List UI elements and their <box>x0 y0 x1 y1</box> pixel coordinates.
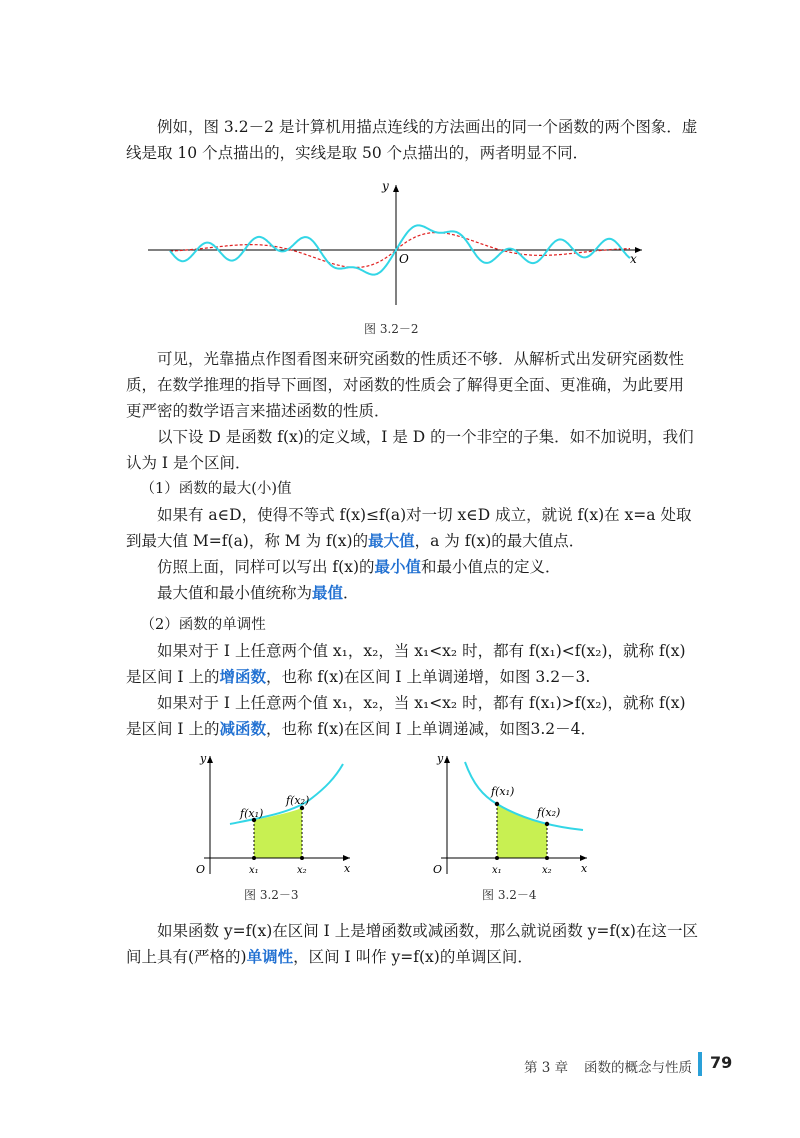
text: 如果有 a∈D，使得不等式 f(x)≤f(a)对一切 x∈D 成立，就说 f(x)在 x=a 处取到最大值 M=f(a)，称 M 为 f(x)的 <box>126 506 692 550</box>
paragraph-monotonicity-def <box>126 918 698 970</box>
text: 最大值和最小值统称为 <box>157 584 313 602</box>
y-axis-label: y <box>437 752 444 765</box>
y-axis-label: y <box>200 752 207 765</box>
label-fx2: f(x₂) <box>537 806 561 819</box>
text: ，a 为 f(x)的最大值点． <box>414 532 585 550</box>
origin-label: O <box>433 863 443 876</box>
text: 如果对于 I 上任意两个值 x₁，x₂，当 x₁<x₂ 时，都有 f(x₁)>f(x₂)，就称 f(x)是区间 I 上的 <box>126 694 686 738</box>
text: ． <box>343 584 359 602</box>
label-fx2: f(x₂) <box>286 794 310 807</box>
heading-max-min: （1）函数的最大(小)值 <box>140 481 292 497</box>
text: ，区间 I 叫作 y=f(x)的单调区间． <box>293 948 533 966</box>
paragraph-min-definition <box>126 554 698 580</box>
x-axis-label: x <box>630 252 637 266</box>
text: 如果对于 I 上任意两个值 x₁，x₂，当 x₁<x₂ 时，都有 f(x₁)<f(x₂)，就称 f(x)是区间 I 上的 <box>126 642 686 686</box>
point-fx2 <box>545 822 549 826</box>
text: ，也称 f(x)在区间 I 上单调递增，如图 3.2－3. <box>266 668 591 686</box>
origin-label: O <box>399 252 409 266</box>
paragraph-analysis: 可见，光靠描点作图看图来研究函数的性质还不够．从解析式出发研究函数性质，在数学推理的指导下画图，对函数的性质会了解得更全面、更准确，为此要用更严密的数学语言来描述函数的性质． <box>126 350 685 420</box>
heading-monotonicity: （2）函数的单调性 <box>140 617 266 633</box>
term-maximum: 最大值 <box>368 532 415 550</box>
tick-x1 <box>495 856 499 860</box>
tick-x2 <box>300 856 304 860</box>
figure-3-2-4-caption: 图 3.2－4 <box>482 888 537 902</box>
footer-bar <box>698 1052 702 1076</box>
term-increasing-function: 增函数 <box>219 668 266 686</box>
paragraph-extrema <box>126 580 698 606</box>
figure-3-2-3-caption: 图 3.2－3 <box>244 888 299 902</box>
label-fx1: f(x₁) <box>491 785 515 798</box>
term-decreasing-function: 减函数 <box>219 720 266 738</box>
term-monotonicity: 单调性 <box>246 948 294 966</box>
footer-chapter: 第 3 章 <box>524 1060 569 1076</box>
tick-x1 <box>252 856 256 860</box>
tick-x2 <box>545 856 549 860</box>
x-axis-label: x <box>581 862 588 875</box>
text: 仿照上面，同样可以写出 f(x)的 <box>157 558 375 576</box>
label-x2: x₂ <box>297 865 307 876</box>
paragraph-max-definition <box>126 502 698 554</box>
figure-3-2-2 <box>140 175 660 315</box>
term-minimum: 最小值 <box>374 558 422 576</box>
label-fx1: f(x₁) <box>240 807 264 820</box>
label-x2: x₂ <box>542 865 552 876</box>
text: 和最小值点的定义． <box>421 558 561 576</box>
page-number: 79 <box>710 1053 733 1072</box>
figure-3-2-3 <box>190 750 360 882</box>
x-axis-label: x <box>344 862 351 875</box>
paragraph-decreasing <box>126 690 698 742</box>
text: ，也称 f(x)在区间 I 上单调递减，如图3.2－4． <box>266 720 596 738</box>
y-axis-label: y <box>382 179 389 193</box>
figure-3-2-4 <box>427 750 597 882</box>
paragraph-increasing <box>126 638 698 690</box>
origin-label: O <box>196 863 206 876</box>
label-x1: x₁ <box>249 865 259 876</box>
paragraph-domain: 以下设 D 是函数 f(x)的定义域，I 是 D 的一个非空的子集．如不加说明，我们认为 I 是个区间． <box>126 428 694 472</box>
point-fx1 <box>495 802 499 806</box>
paragraph-intro: 例如，图 3.2－2 是计算机用描点连线的方法画出的同一个函数的两个图象．虚线是取 10 个点描出的，实线是取 50 个点描出的，两者明显不同． <box>126 118 698 162</box>
figure-3-2-2-caption: 图 3.2－2 <box>364 322 419 336</box>
text: 如果函数 y=f(x)在区间 I 上是增函数或减函数，那么就说函数 y=f(x)在这一区间上具有(严格的) <box>126 922 698 966</box>
term-extrema: 最值 <box>312 584 344 602</box>
label-x1: x₁ <box>492 865 502 876</box>
footer-chapter-title: 函数的概念与性质 <box>584 1060 692 1076</box>
